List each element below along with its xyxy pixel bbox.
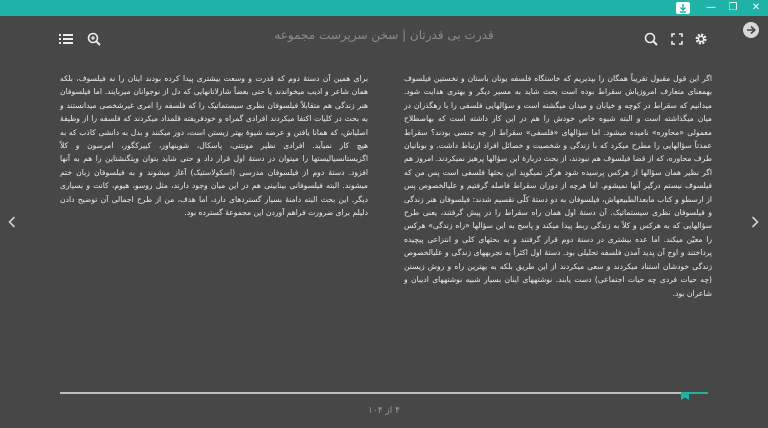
minimize-button[interactable]: — [706, 2, 716, 13]
window-titlebar [0, 0, 768, 16]
book-text-right-column: اگر این قول مقبول تقریباً همگان را بپذیریم که خاستگاه فلسفه یونان باستان و نخستین فیلسوف بهمعنای متعارف امروزیاش سقراط بوده است بحث شاید به مسیر دیگر و بهتری هدایت شود. میدانیم که سقراط در کوچه و خیابان و میدان میگشته است و سؤالهایی فلسفی را با رهگذران در میان میگذاشته است و البته شیوه خاص خودش را هم در این کار داشته است که بهاصطلاح معمولی «محاوره» نامیده میشود. اما سؤالهای «فلسفی» سقراط از چه جنسی بودند؟ سقراط عمدتاً سؤالهایی را مطرح میکرد که با زندگی و شخصیت و خصائل افراد ارتباط داشت. و بونانیان طرف محاوره، که از قضا فیلسوف هم نبودند، از بحث دربارهٔ این سؤالها پرهیز نمیکردند. امروز هم اگر نظیر همان سؤالها از هرکس پرسیده شود هرگز نمیگوید این بحثها فلسفی است پس من که فیلسوف نیستم درگیر آنها نمیشوم. اما هرچه از دوران سقراط فاصله گرفتیم و علیالخصوص پس از ارسطو و کتاب مابعدالطبیعهاش، فیلسوفان به دو دستهٔ کلّی تقسیم شدند: فیلسوفان هنر زندگی و فیلسوفان نظری سیستماتیک. آن دستهٔ اول همان راه سقراط را در پیش گرفتند، یعنی طرح سؤالهایی که به هرکس و کلاً به زندگی ربط پیدا میکند و پاسخ به این سؤالها «راه زندگی» هرکس را معیّن میکند. اما عده بیشتری در دستهٔ دوم قرار گرفتند و به بحثهای کلی و انتزاعی پیچیده پرداختند و اوج آن پدید آمدن فلسفه تحلیلی بود. دستهٔ اول اکثراً به تجربههای زندگی و علیالخصوص زندگی خودشان استناد میکردند و سعی میکردند از این طریق بلکه به بهترین راه و روش زیستن (چه حیات فردی چه حیات اجتماعی) دست یابند. نوشتههای اینان بسیار شبیه نوشتههای ادیبان و شاعران بود. [404, 74, 712, 298]
back-arrow-icon[interactable] [743, 22, 759, 38]
chevron-left-icon[interactable] [6, 212, 18, 232]
reader-toolbar [0, 16, 768, 60]
download-icon[interactable] [676, 2, 690, 14]
chevron-right-icon[interactable] [749, 212, 761, 232]
settings-icon[interactable] [692, 30, 710, 48]
close-button[interactable]: ✕ [751, 2, 761, 13]
page-progress-slider[interactable] [60, 392, 708, 394]
page-number-label: ۴ از ۱۰۴ [368, 406, 400, 416]
search-icon[interactable] [642, 30, 660, 48]
fullscreen-icon[interactable] [668, 30, 686, 48]
progress-thumb[interactable] [680, 387, 690, 397]
book-text-left-column: برای همین آن دستهٔ دوم که قدرت و وسعت بیشتری پیدا کرده بودند اینان را نه فیلسوف، بلکه همان شاعر و ادیب میخواندند یا حتی بعضاً شارلاتانهایی که دل از نوجوانان میربایند. اما فیلسوفان هنر زندگی هم متقابلاً فیلسوفان نظری سیستماتیک را که فلسفه را امری غیرشخصی میدانستند و به بحث در کلیات اکتفا میکردند افرادی گمراه و خودفریفته قلمداد میکردند که فلسفه را از وظیفهٔ اصلیاش، که همانا یافتن و عرضه شیوهٔ بهتر زیستن است، دور میکنند و بدل به دانشی کاذب که به هیچ کار نمیآید. افرادی نظیر مونتنی، پاسکال، شوپنهاور، کییرکگور، امرسون و کلاً اگزیستانسیالیستها را میتوان در دستهٔ اول قرار داد و حتی شاید بتوان ویتگنشتاین را هم به آنها افزود. دستهٔ دوم از فیلسوفان مدرسی (اسکولاستیک) آغاز میشوند و به فیلسوفان زبان ختم میشوند. البته فیلسوفانی بینابینی هم در این میان وجود دارند، مثل روسو، هیوم، کانت و بسیاری دیگر. این بحث البته دامنهٔ بسیار گستردهای دارد، اما هدف، من از طرح اجمالی آن توضیح دادن دلیلم برای ضرورت فراهم آوردن این مجموعهٔ گسترده بود. [60, 74, 368, 218]
maximize-button[interactable]: ❐ [728, 2, 738, 13]
page-title: قدرت بی قدرتان | سخن سرپرست مجموعه [274, 28, 494, 42]
